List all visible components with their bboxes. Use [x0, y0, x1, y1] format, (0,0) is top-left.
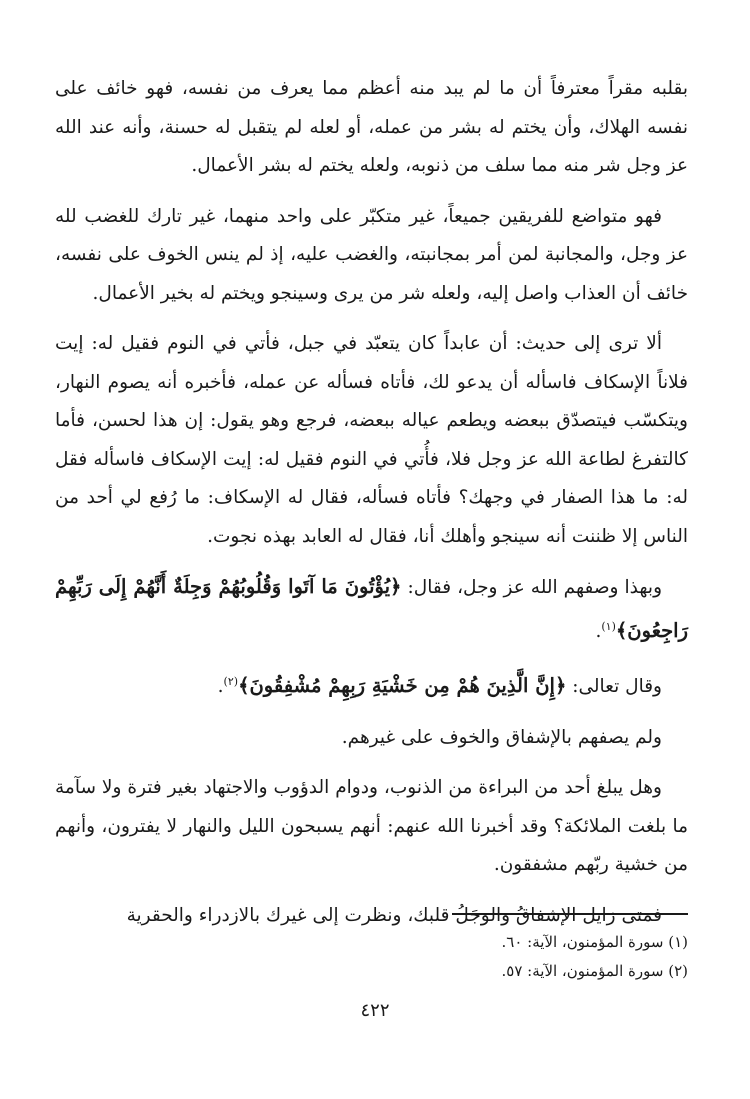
quran-verse-2: ﴿إِنَّ الَّذِينَ هُمْ مِن خَشْيَةِ رَبِهِمْ مُشْفِقُونَ﴾	[238, 674, 567, 698]
footnotes	[55, 928, 688, 986]
footnote-2: (٢) سورة المؤمنون، الآية: ٥٧.	[501, 962, 688, 980]
paragraph-5: وهل يبلغ أحد من البراءة من الذنوب، ودوام الدؤوب والاجتهاد بغير فترة ولا سآمة ما بلغت الملائكة؟ وقد أخبرنا الله عنهم: أنهم يسبحون الليل والنهار لا يفترون، وأنهم من خشية ربّهم مشفقون.	[55, 777, 688, 876]
verse-paragraph-1	[55, 568, 688, 651]
footnote-marker-2: (٢)	[223, 675, 239, 689]
page-number: ٤٢٢	[360, 1000, 390, 1021]
paragraph-1: بقلبه مقراً معترفاً أن ما لم يبد منه أعظم مما يعرف من نفسه، فهو خائف على نفسه الهلاك، وأن يختم له بشر من عمله، أو لعله لم يتقبل له حسنة، وأنه عند الله عز وجل شر منه مما سلف من ذنوبه، ولعله يختم له بشر الأعمال.	[55, 78, 688, 176]
footnote-1: (١) سورة المؤمنون، الآية: ٦٠.	[501, 933, 688, 951]
main-text	[55, 70, 688, 947]
paragraph-6: فمتى زايل الإشفاقُ والوجَلُ قلبك، ونظرت إلى غيرك بالازدراء والحقرية	[126, 904, 662, 926]
paragraph-4: ولم يصفهم بالإشفاق والخوف على غيرهم.	[341, 726, 662, 748]
verse-end-1: .	[595, 620, 602, 642]
verse-intro-2: وقال تعالى:	[566, 676, 662, 698]
footnote-marker-1: (١)	[601, 619, 616, 633]
paragraph-3: ألا ترى إلى حديث: أن عابداً كان يتعبّد في جبل، فأتي في النوم فقيل له: إيت فلاناً الإسكاف فاسأله أن يدعو لك، فأتاه فسأله عن عمله، فأخبره أنه يصوم النهار، ويتكسّب فيتصدّق ببعضه ويطعم عياله ببعضه، فرجع وهو يقول: إن هذا لحسن، فأما كالتفرغ لطاعة الله عز وجل فلا، فأُتي في النوم فقيل له: إيت الإسكاف فاسأله فقل له: ما هذا الصفار في وجهك؟ فأتاه فسأله، فقال له الإسكاف: ما رُفع لي أحد من الناس إلا ظننت أنه سينجو وأهلك أنا، فقال له العابد بهذه نجوت.	[55, 333, 688, 547]
verse-end-2: .	[217, 676, 224, 698]
verse-paragraph-2	[55, 663, 688, 707]
quran-verse-1: ﴿يُؤْتُونَ مَا آتَوا وَقُلُوبُهُمْ وَجِلَةٌ أَنَّهُمْ إِلَى رَبِّهِمْ رَاجِعُونَ﴾	[55, 575, 688, 642]
footnote-divider	[452, 913, 688, 915]
verse-intro-1: وبهذا وصفهم الله عز وجل، فقال:	[401, 577, 663, 598]
paragraph-2: فهو متواضع للفريقين جميعاً، غير متكبّر على واحد منهما، غير تارك للغضب لله عز وجل، والمجانبة لمن أمر بمجانبته، والغضب عليه، إذ لم ينس الخوف على نفسه، خائف أن العذاب واصل إليه، ولعله شر من يرى وسينجو ويختم له بخير الأعمال.	[55, 205, 688, 304]
